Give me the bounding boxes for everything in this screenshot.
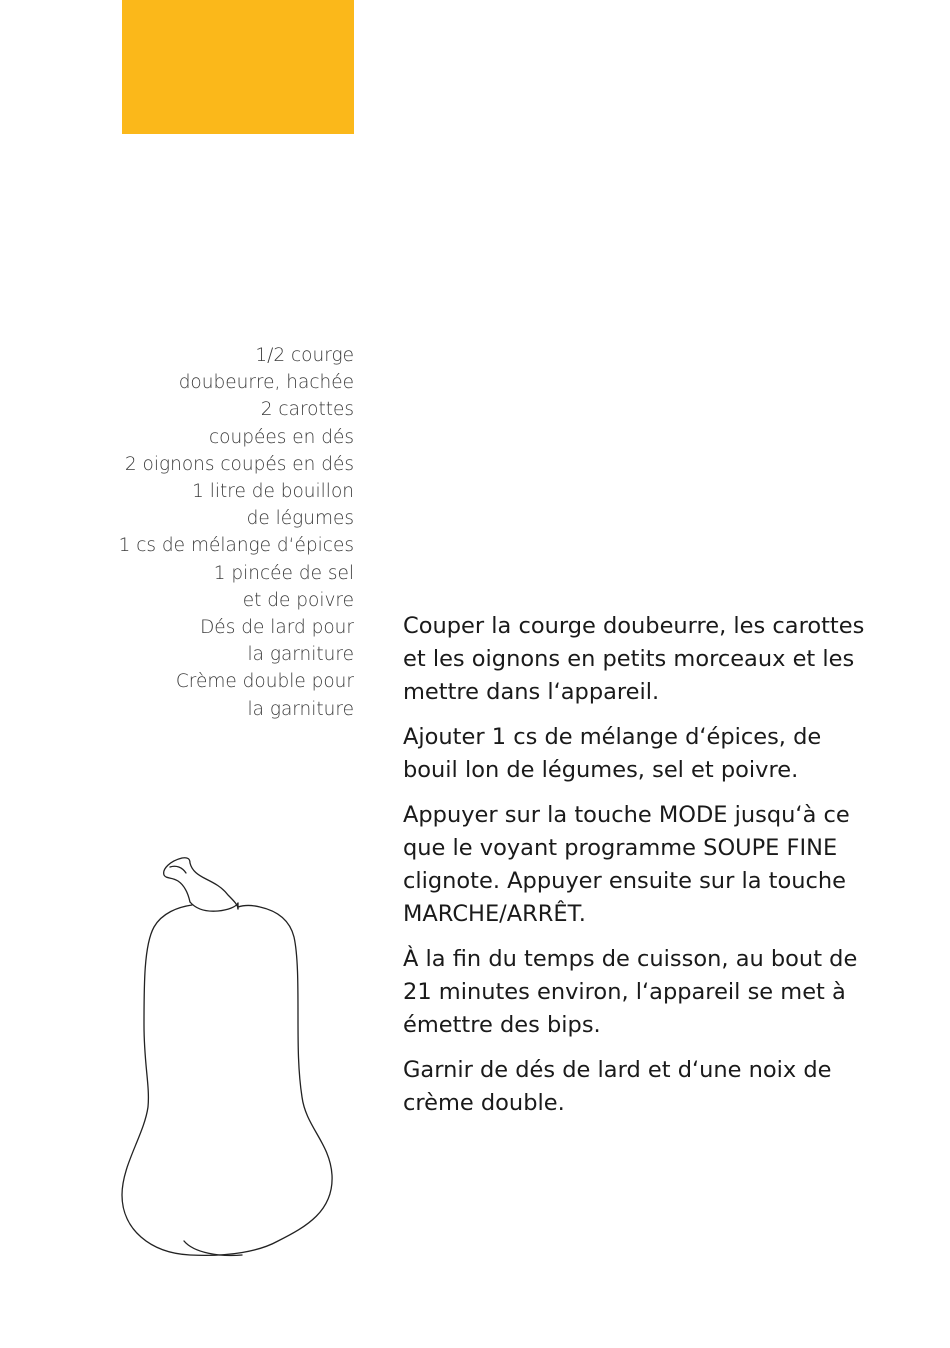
ingredient-list (100, 342, 354, 723)
ingredient-line: 1 cs de mélange d‘épices (118, 535, 354, 557)
instruction-step-4: À la fin du temps de cuisson, au bout de 21 minutes environ, l‘appareil se met à émettre des bips. (403, 946, 858, 1038)
ingredient-line: la garniture (247, 698, 354, 720)
ingredient-line: 1 litre de bouillon (192, 481, 354, 503)
butternut-squash-icon (110, 845, 350, 1265)
ingredient-line: coupées en dés (209, 426, 354, 448)
ingredient-line: Crème double pour (175, 671, 354, 693)
ingredient-line: 2 carottes (260, 399, 354, 421)
accent-color-block (122, 0, 354, 134)
instruction-steps (403, 610, 883, 1132)
ingredient-line: 1 pincée de sel (213, 562, 354, 584)
instruction-step-1: Couper la courge doubeurre, les carottes et les oignons en petits morceaux et les mettre dans l‘appareil. (403, 613, 865, 705)
ingredient-line: la garniture (247, 644, 354, 666)
ingredient-line: de légumes (246, 508, 354, 530)
ingredient-line: doubeurre, hachée (178, 372, 354, 394)
ingredient-line: Dés de lard pour (200, 617, 354, 639)
ingredient-line: et de poivre (242, 589, 354, 611)
instruction-step-3: Appuyer sur la touche MODE jusqu‘à ce que le voyant programme SOUPE FINE clignote. Appuyer ensuite sur la touche MARCHE/ARRÊT. (403, 802, 850, 927)
ingredient-line: 1/2 courge (255, 345, 354, 366)
instruction-step-2: Ajouter 1 cs de mélange d‘épices, de bouil lon de légumes, sel et poivre. (403, 724, 822, 783)
ingredient-line: 2 oignons coupés en dés (124, 453, 354, 475)
instruction-step-5: Garnir de dés de lard et d‘une noix de crème double. (403, 1057, 832, 1116)
